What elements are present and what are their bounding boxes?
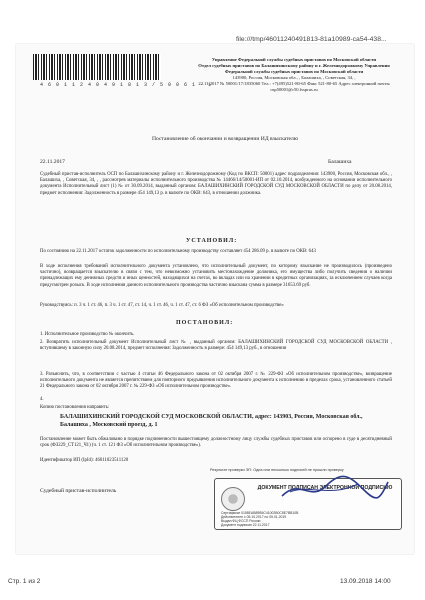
url-bar: file:///tmp/46011240491813-81a10989-ca54-438... [236,36,387,43]
postanovil-heading: ПОСТАНОВИЛ: [176,320,234,326]
findings-paragraph: В ходе исполнения требований исполнительного документа установлено, что исполнительный документ, по которому взыскание не производилось (произведено частично), возвращается взыскателю в связи с тем, что невозможно установить местонахождение должника, его имущества либо получить сведения о наличии принадлежащих ему денежных средств и иных ценностей, находящихся на счетах, во вкладах или на хранении в кредитных организациях, за исключением случаев когда предусмотрен розыск. В ходе исполнения данного исполнительного производства частично взыскана сумма в размере 31653.69 руб. [40,264,392,288]
barcode [33,54,161,80]
handwritten-signature [280,474,390,504]
appeal-paragraph: Постановление может быть обжаловано в порядке подчиненности вышестоящему должностному лицу службы судебных приставов или оспорено в суде в десятидневный срок (ФЗ229_СТ121_Ч1) (ч. 1 ст. 121 ФЗ «Об исполнительном производстве»). [40,437,392,449]
stamp-title: ДОКУМЕНТ ПОДПИСАН ЭЛЕКТРОННОЙ ПОДПИСЬЮ [257,485,393,491]
document-city: Балашиха [328,159,352,165]
document-date: 22.11.2017 [40,159,65,165]
order-item-4: 4. [40,397,44,402]
order-item-2: 2. Возвратить исполнительный документ Исполнительный лист № , выданный органом: БАЛАШИХИНСКИЙ ГОРОДСКОЙ СУД МОСКОВСКОЙ ОБЛАСТИ , вступившему в законную силу 20.08.2014, предмет исполнения: Задолженность в размере: 454 149,13 руб., в отношении [40,340,392,352]
legal-basis-paragraph: Руководствуясь: п. 3 ч. 1 ст. 46, п. 3 ч. 1 ст. 47, ст. 14, ч. 1 ст. 46, ч. 1 ст. 47, ст. 6 ФЗ «Об исполнительном производстве» [40,303,284,308]
stamp-signed: Документ подписан 22.11.2017 [221,523,270,527]
signature-verification-note: Результат проверки ЭП: Одна или несколько подписей не прошли проверку [210,468,344,472]
agency-contacts: 22.11.2017 № 50001/17/1835060 Тел.: +7(495)521-80-65 Факс 521-80-65 Адрес электронной почты osp50001@r50.fssprus.ru [198,81,390,92]
stamp-valid: Действителен с 05.10.2017 по 05.01.2019 [221,515,287,519]
court-recipient: БАЛАШИХИНСКИЙ ГОРОДСКОЙ СУД МОСКОВСКОЙ ОБЛАСТИ, адрес: 143903, Россия, Московская обл., Балашиха , Московский проезд, д. 1 [60,414,363,428]
page-number: Стр. 1 из 2 [8,578,41,585]
copy-recipients-label: Копию постановления направить: [40,405,110,410]
stamp-details [221,511,397,527]
agency-line-1: Управление Федеральной службы судебных приставов по Московской области [211,57,377,62]
stamp-cert: Сертификат 0158EAB89B5C41002B0C8E7BB10B [221,511,299,515]
intro-paragraph: Судебный пристав-исполнитель ОСП по Балашихинскому району и г. Железнодорожному (Код по ВКСП: 50001) адрес подразделения: 143900, Россия, Московская обл., , Балашиха, , Советская, 34, , , рассмотрев материалы исполнительного производства № 14466/14/50001-ИП от 02.10.2014, возбужденного на основании исполнительного документа Исполнительный лист (1) № от 30.09.2014, выданный органом: БАЛАШИХИНСКИЙ ГОРОДСКОЙ СУД МОСКОВСКОЙ ОБЛАСТИ по делу от 20.08.2014, предмет исполнения: Задолженность в размере 454 149,13 р. в валюте по ОКВ: 643, в отношении должника. [40,172,392,196]
agency-header [194,57,394,93]
debt-balance-paragraph: По состоянию на 22.11.2017 остаток задолженности по исполнительному производству составляет 454 286.09 р. в валюте по ОКВ: 643 [40,249,316,254]
order-item-3: 3. Разъяснить, что, в соответствии с частью 4 статьи 46 Федерального закона от 02 октября 2007 г. № 229-ФЗ «Об исполнительном производстве», возвращение исполнительного документа не является препятствием для повторного предъявления исполнительного документа к исполнению в пределах срока, установленного статьей 21 Федерального закона от 02 октября 2007 г. № 229-ФЗ «Об исполнительном производстве». [40,372,392,390]
proceeding-id: Идентификатор ИП (IpId): 46011023511120 [40,458,129,463]
document-title: Постановление об окончании и возвращении ИД взыскателю [152,136,298,142]
stamp-issuer: Выдан ФЦ ФССП России [221,519,261,523]
emblem-icon [221,487,245,511]
agency-address: 143900, Россия, Московская обл., , Балашиха, , Советская, 34, , [232,75,356,80]
barcode-number: 4 6 0 1 1 2 4 0 4 9 1 8 1 3 / 5 0 0 6 1 - 1 [40,82,213,88]
print-timestamp: 13.09.2018 14:00 [340,578,391,585]
agency-line-2: Отдел судебных приставов по Балашихинскому району и г. Железнодорожному Управления Федеральной службы судебных приставов по Московской области [198,63,390,74]
signer-title: Судебный пристав-исполнитель [40,488,117,494]
ustanovil-heading: УСТАНОВИЛ: [186,238,238,244]
order-item-1: 1. Исполнительное производство № окончить. [40,332,135,337]
